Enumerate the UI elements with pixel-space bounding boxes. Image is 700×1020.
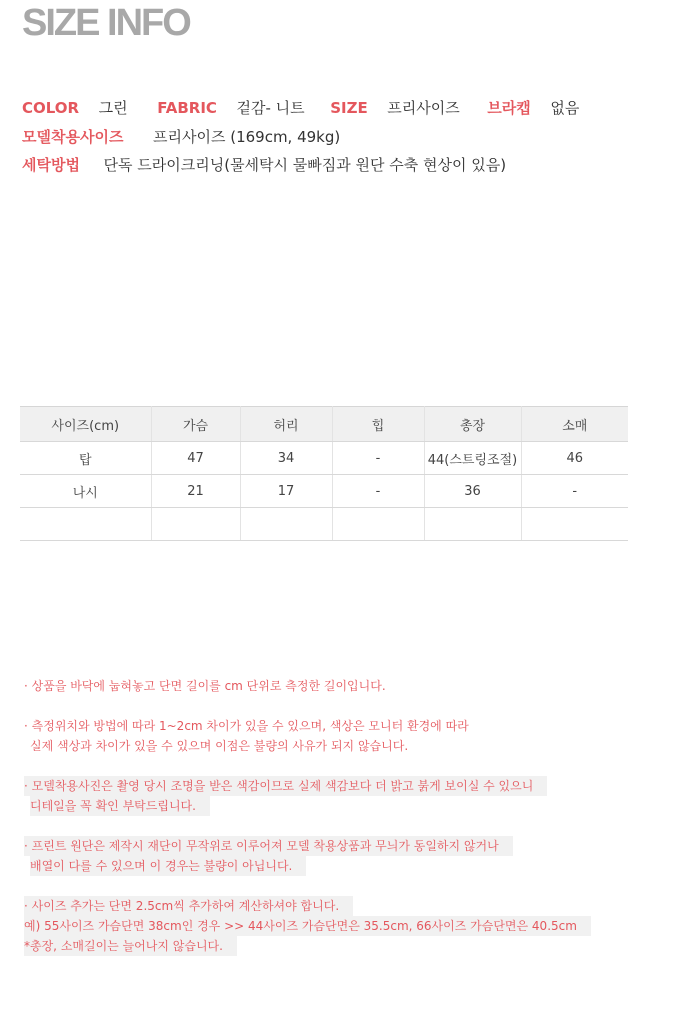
note-line: · 모델착용사진은 촬영 당시 조명을 받은 색감이므로 실제 색감보다 더 밝고 붉게 보이실 수 있으니 bbox=[24, 776, 547, 796]
table-cell bbox=[20, 508, 151, 541]
table-cell: - bbox=[332, 442, 424, 475]
note-measurement bbox=[24, 676, 591, 696]
table-cell bbox=[151, 508, 240, 541]
table-cell: - bbox=[332, 475, 424, 508]
note-model-photo bbox=[24, 776, 591, 816]
table-row bbox=[20, 475, 628, 508]
table-cell bbox=[424, 508, 521, 541]
product-info-row-3 bbox=[22, 154, 506, 175]
header-length: 총장 bbox=[424, 407, 521, 442]
note-line: · 프린트 원단은 제작시 재단이 무작위로 이루어져 모델 착용상품과 무늬가 동일하지 않거나 bbox=[24, 836, 513, 856]
table-cell: 나시 bbox=[20, 475, 151, 508]
table-cell: 47 bbox=[151, 442, 240, 475]
header-sleeve: 소매 bbox=[521, 407, 628, 442]
header-hip: 힙 bbox=[332, 407, 424, 442]
color-label: COLOR bbox=[22, 99, 80, 117]
model-size-value: 프리사이즈 (169cm, 49kg) bbox=[153, 128, 341, 146]
wash-value: 단독 드라이크리닝(물세탁시 물빠짐과 원단 수축 현상이 있음) bbox=[103, 156, 507, 174]
note-print-fabric bbox=[24, 836, 591, 876]
table-cell bbox=[332, 508, 424, 541]
table-cell: 탑 bbox=[20, 442, 151, 475]
table-header-row bbox=[20, 407, 628, 442]
size-table bbox=[20, 406, 628, 541]
table-cell bbox=[521, 508, 628, 541]
note-line: 배열이 다를 수 있으며 이 경우는 불량이 아닙니다. bbox=[30, 856, 306, 876]
table-cell: 34 bbox=[240, 442, 332, 475]
table-cell: 17 bbox=[240, 475, 332, 508]
table-cell: - bbox=[521, 475, 628, 508]
color-value: 그린 bbox=[98, 99, 128, 117]
notes-section bbox=[24, 676, 591, 956]
note-line: *총장, 소매길이는 늘어나지 않습니다. bbox=[24, 936, 237, 956]
header-chest: 가슴 bbox=[151, 407, 240, 442]
table-cell: 21 bbox=[151, 475, 240, 508]
table-cell: 46 bbox=[521, 442, 628, 475]
header-waist: 허리 bbox=[240, 407, 332, 442]
bracap-value: 없음 bbox=[550, 99, 580, 117]
wash-label: 세탁방법 bbox=[22, 156, 80, 174]
table-cell bbox=[240, 508, 332, 541]
note-line: 디테일을 꼭 확인 부탁드립니다. bbox=[30, 796, 210, 816]
note-line: · 상품을 바닥에 눕혀놓고 단면 길이를 cm 단위로 측정한 길이입니다. bbox=[24, 679, 386, 693]
product-info-row-1 bbox=[22, 97, 579, 118]
model-size-label: 모델착용사이즈 bbox=[22, 128, 124, 146]
size-value: 프리사이즈 bbox=[387, 99, 460, 117]
note-line: 실제 색상과 차이가 있을 수 있으며 이점은 불량의 사유가 되지 않습니다. bbox=[30, 739, 409, 753]
size-label: SIZE bbox=[330, 99, 368, 117]
table-cell: 44(스트링조절) bbox=[424, 442, 521, 475]
note-variance bbox=[24, 716, 591, 756]
note-size-add bbox=[24, 896, 591, 956]
bracap-label: 브라캡 bbox=[487, 99, 531, 117]
page-title: SIZE INFO bbox=[22, 2, 190, 44]
fabric-label: FABRIC bbox=[157, 99, 217, 117]
fabric-value: 겉감- 니트 bbox=[236, 99, 305, 117]
product-info-row-2 bbox=[22, 126, 340, 147]
table-row bbox=[20, 508, 628, 541]
table-cell: 36 bbox=[424, 475, 521, 508]
header-size: 사이즈(cm) bbox=[20, 407, 151, 442]
note-line: · 사이즈 추가는 단면 2.5cm씩 추가하여 계산하셔야 합니다. bbox=[24, 896, 353, 916]
note-line: · 측정위치와 방법에 따라 1~2cm 차이가 있을 수 있으며, 색상은 모니터 환경에 따라 bbox=[24, 719, 469, 733]
table-row bbox=[20, 442, 628, 475]
note-line: 예) 55사이즈 가슴단면 38cm인 경우 >> 44사이즈 가슴단면은 35.5cm, 66사이즈 가슴단면은 40.5cm bbox=[24, 916, 591, 936]
